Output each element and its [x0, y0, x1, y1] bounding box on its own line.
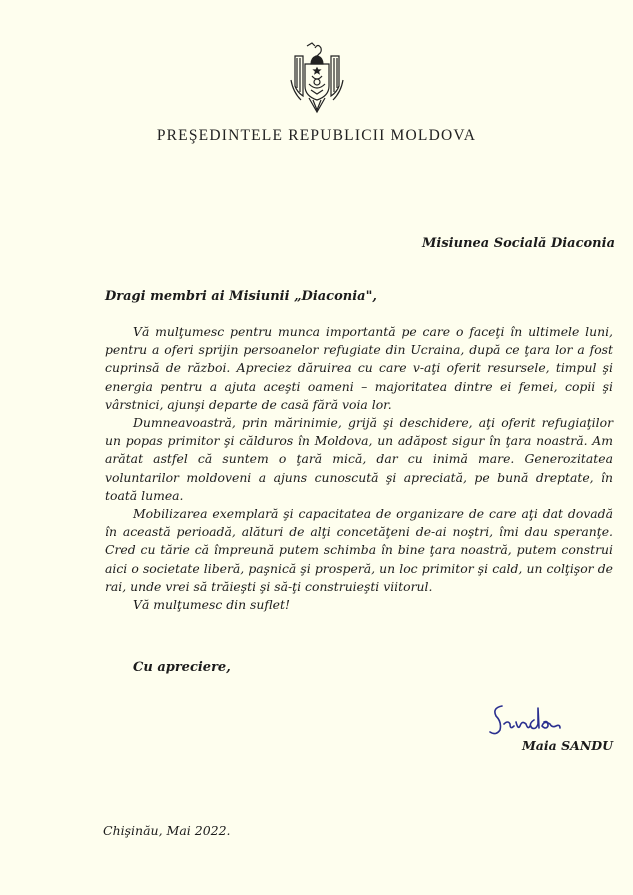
paragraph: Dumneavoastră, prin mărinimie, grijă şi deschidere, aţi oferit refugiaţilor un popas primitor şi călduros în Moldova, un adăpost sigur în ţara noastră. Am arătat astfel că suntem o ţară mică, dar cu inimă mare. Generozitatea voluntarilor moldoveni a ajuns cunoscută şi apreciată, pe bună dreptate, în toată lumea.	[105, 415, 613, 503]
letter-body	[105, 323, 613, 614]
closing: Cu apreciere,	[133, 660, 231, 675]
recipient-name: Misiunea Socială Diaconia	[422, 236, 615, 251]
place-and-date: Chişinău, Mai 2022.	[103, 823, 231, 838]
signer-name: Maia SANDU	[521, 738, 613, 753]
paragraph: Mobilizarea exemplară şi capacitatea de organizare de care aţi dat dovadă în această perioadă, alături de alţi concetăţeni de-ai noştri, îmi dau speranţe. Cred cu tărie că împreună putem schimba în bine ţara noastră, putem construi aici o societate liberă, paşnică şi prosperă, un loc primitor şi cald, un colţişor de rai, unde vrei să trăieşti şi să-ţi construieşti viitorul.	[105, 506, 613, 594]
signature-icon	[488, 700, 580, 738]
letterhead-title: PREŞEDINTELE REPUBLICII MOLDOVA	[156, 127, 477, 144]
coat-of-arms-icon	[285, 40, 349, 116]
paragraph: Vă mulţumesc pentru munca importantă pe care o faceţi în ultimele luni, pentru a oferi sprijin persoanelor refugiate din Ucraina, după ce ţara lor a fost cuprinsă de război. Apreciez dăruirea cu care v-aţi oferit resursele, timpul şi energia pentru a ajuta aceşti oameni – majoritatea dintre ei femei, copii şi vârstnici, ajunşi departe de casă fără voia lor.	[105, 324, 613, 412]
salutation: Dragi membri ai Misiunii „Diaconia",	[105, 289, 377, 304]
paragraph: Vă mulţumesc din suflet!	[133, 597, 290, 613]
